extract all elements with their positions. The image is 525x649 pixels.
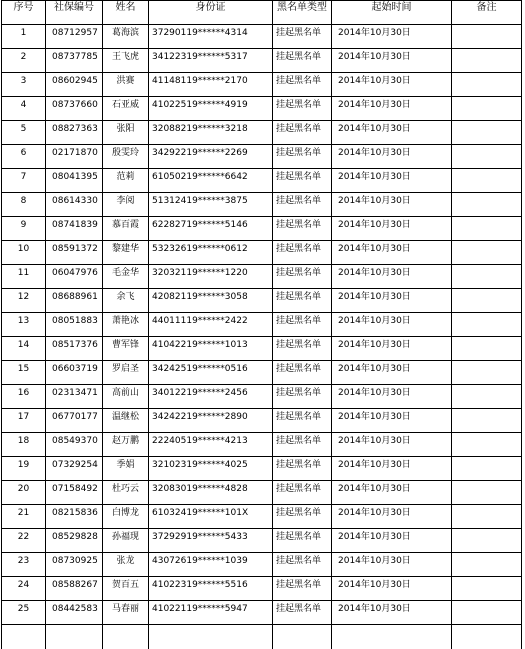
cell-code: 08529828 — [46, 529, 103, 553]
cell-index: 21 — [2, 505, 46, 529]
cell-name: 杜巧云 — [103, 481, 149, 505]
cell-index: 8 — [2, 193, 46, 217]
cell-name: 黎建华 — [103, 241, 149, 265]
cell-id: 44011119******2422 — [149, 313, 273, 337]
cell-id: 41022519******4919 — [149, 97, 273, 121]
cell-id: 41042219******1013 — [149, 337, 273, 361]
cell-index: 14 — [2, 337, 46, 361]
cell-type: 挂起黑名单 — [273, 289, 332, 313]
cell-note — [452, 121, 522, 145]
cell-code: 08614330 — [46, 193, 103, 217]
cell-type: 挂起黑名单 — [273, 457, 332, 481]
cell-type: 挂起黑名单 — [273, 385, 332, 409]
cell-note — [452, 241, 522, 265]
table-row — [2, 145, 522, 169]
cell-note — [452, 505, 522, 529]
table-row — [2, 25, 522, 49]
cell-name: 李阅 — [103, 193, 149, 217]
cell-note — [452, 25, 522, 49]
cell-type: 挂起黑名单 — [273, 217, 332, 241]
cell-note — [452, 481, 522, 505]
cell-id: 41022319******5516 — [149, 577, 273, 601]
cell-start: 2014年10月30日 — [332, 241, 452, 265]
cell-start: 2014年10月30日 — [332, 481, 452, 505]
cell-name: 温继松 — [103, 409, 149, 433]
cell-start: 2014年10月30日 — [332, 505, 452, 529]
cell-note — [452, 385, 522, 409]
cell-type: 挂起黑名单 — [273, 505, 332, 529]
table-row — [2, 97, 522, 121]
cell-code: 08051883 — [46, 313, 103, 337]
cell-code: 02313471 — [46, 385, 103, 409]
cell-note — [452, 409, 522, 433]
cell-id: 34242219******2890 — [149, 409, 273, 433]
cell-code: 08741839 — [46, 217, 103, 241]
cell-type: 挂起黑名单 — [273, 121, 332, 145]
cell-code: 08730925 — [46, 553, 103, 577]
table-row — [2, 49, 522, 73]
table-row — [2, 313, 522, 337]
cell-start: 2014年10月30日 — [332, 49, 452, 73]
table-row — [2, 337, 522, 361]
cell-index: 15 — [2, 361, 46, 385]
cell-id: 34012219******2456 — [149, 385, 273, 409]
cell-index: 3 — [2, 73, 46, 97]
cell-id: 42082119******3058 — [149, 289, 273, 313]
cell-start: 2014年10月30日 — [332, 601, 452, 625]
cell-name: 贺百五 — [103, 577, 149, 601]
cell-id: 34292219******2269 — [149, 145, 273, 169]
cell-note — [452, 577, 522, 601]
header-start: 起始时间 — [332, 1, 452, 25]
cell-start: 2014年10月30日 — [332, 193, 452, 217]
cell-index: 2 — [2, 49, 46, 73]
cell-code: 08737660 — [46, 97, 103, 121]
header-index: 序号 — [2, 1, 46, 25]
cell-note — [452, 169, 522, 193]
cell-id: 41148119******2170 — [149, 73, 273, 97]
table-row — [2, 481, 522, 505]
cell-type: 挂起黑名单 — [273, 433, 332, 457]
cell-start: 2014年10月30日 — [332, 577, 452, 601]
cell-code: 08549370 — [46, 433, 103, 457]
table-row — [2, 169, 522, 193]
cell-start: 2014年10月30日 — [332, 169, 452, 193]
cell-type: 挂起黑名单 — [273, 553, 332, 577]
table-row — [2, 553, 522, 577]
cell-id: 37292919******5433 — [149, 529, 273, 553]
cell-note — [452, 337, 522, 361]
cell-start: 2014年10月30日 — [332, 265, 452, 289]
cell-type: 挂起黑名单 — [273, 97, 332, 121]
cell-index: 18 — [2, 433, 46, 457]
cell-name: 石亚威 — [103, 97, 149, 121]
cell-start: 2014年10月30日 — [332, 337, 452, 361]
cell-code: 08041395 — [46, 169, 103, 193]
cell-type: 挂起黑名单 — [273, 577, 332, 601]
cell-id: 43072619******1039 — [149, 553, 273, 577]
cell-name: 毛金华 — [103, 265, 149, 289]
cell-name: 曹军锋 — [103, 337, 149, 361]
cell-start: 2014年10月30日 — [332, 121, 452, 145]
header-code: 社保编号 — [46, 1, 103, 25]
cell-index: 9 — [2, 217, 46, 241]
cell-name: 马春丽 — [103, 601, 149, 625]
cell-note — [452, 529, 522, 553]
cell-code: 08712957 — [46, 25, 103, 49]
cell-index: 20 — [2, 481, 46, 505]
cell-name: 殷雯玲 — [103, 145, 149, 169]
cell-start: 2014年10月30日 — [332, 529, 452, 553]
cell-index: 7 — [2, 169, 46, 193]
cell-start: 2014年10月30日 — [332, 457, 452, 481]
header-row — [2, 1, 522, 25]
cell-name: 张阳 — [103, 121, 149, 145]
table-row — [2, 121, 522, 145]
cell-name: 王飞虎 — [103, 49, 149, 73]
cell-note — [452, 553, 522, 577]
cell-index: 6 — [2, 145, 46, 169]
cell-id: 37290119******4314 — [149, 25, 273, 49]
cell-index: 23 — [2, 553, 46, 577]
cell-id: 34122319******5317 — [149, 49, 273, 73]
cell-index: 4 — [2, 97, 46, 121]
cell-type: 挂起黑名单 — [273, 193, 332, 217]
cell-type: 挂起黑名单 — [273, 313, 332, 337]
cell-code: 06047976 — [46, 265, 103, 289]
cell-name: 赵万鹏 — [103, 433, 149, 457]
table-row — [2, 265, 522, 289]
cell-start: 2014年10月30日 — [332, 217, 452, 241]
cell-index: 5 — [2, 121, 46, 145]
cell-code: 08588267 — [46, 577, 103, 601]
cell-note — [452, 73, 522, 97]
cell-code: 06603719 — [46, 361, 103, 385]
cell-start: 2014年10月30日 — [332, 145, 452, 169]
cell-note — [452, 49, 522, 73]
cell-id: 32083019******4828 — [149, 481, 273, 505]
cell-start: 2014年10月30日 — [332, 385, 452, 409]
cell-start: 2014年10月30日 — [332, 97, 452, 121]
cell-type: 挂起黑名单 — [273, 361, 332, 385]
cell-name: 白博龙 — [103, 505, 149, 529]
cell-code: 08442583 — [46, 601, 103, 625]
cell-note — [452, 457, 522, 481]
cell-start: 2014年10月30日 — [332, 553, 452, 577]
cell-id: 51312419******3875 — [149, 193, 273, 217]
cell-id: 22240519******4213 — [149, 433, 273, 457]
header-note: 备注 — [452, 1, 522, 25]
cell-note — [452, 313, 522, 337]
cell-name: 张龙 — [103, 553, 149, 577]
cell-note — [452, 601, 522, 625]
cell-id: 62282719******5146 — [149, 217, 273, 241]
cell-start: 2014年10月30日 — [332, 433, 452, 457]
cell-type: 挂起黑名单 — [273, 337, 332, 361]
cell-id: 61032419******101X — [149, 505, 273, 529]
cell-code: 08215836 — [46, 505, 103, 529]
cell-note — [452, 433, 522, 457]
cell-code: 08591372 — [46, 241, 103, 265]
table-row — [2, 217, 522, 241]
cell-type: 挂起黑名单 — [273, 601, 332, 625]
table-row — [2, 457, 522, 481]
cell-name: 高前山 — [103, 385, 149, 409]
cell-type: 挂起黑名单 — [273, 241, 332, 265]
cell-start: 2014年10月30日 — [332, 409, 452, 433]
cell-name: 余飞 — [103, 289, 149, 313]
cell-type: 挂起黑名单 — [273, 265, 332, 289]
cell-index: 22 — [2, 529, 46, 553]
table-row — [2, 601, 522, 625]
cell-index: 17 — [2, 409, 46, 433]
cell-code: 07158492 — [46, 481, 103, 505]
table-row — [2, 529, 522, 553]
cell-name: 罗启圣 — [103, 361, 149, 385]
blacklist-table — [1, 0, 522, 649]
cell-type: 挂起黑名单 — [273, 73, 332, 97]
cell-type: 挂起黑名单 — [273, 409, 332, 433]
table-row — [2, 577, 522, 601]
table-row — [2, 193, 522, 217]
cell-code: 08517376 — [46, 337, 103, 361]
cell-index: 25 — [2, 601, 46, 625]
cell-code: 08827363 — [46, 121, 103, 145]
cell-type: 挂起黑名单 — [273, 481, 332, 505]
cell-name: 慕百霞 — [103, 217, 149, 241]
table-row — [2, 241, 522, 265]
table-row — [2, 505, 522, 529]
cell-id: 32032119******1220 — [149, 265, 273, 289]
cell-id: 53232619******0612 — [149, 241, 273, 265]
cell-note — [452, 145, 522, 169]
header-id: 身份证 — [149, 1, 273, 25]
cell-index: 1 — [2, 25, 46, 49]
cell-index: 10 — [2, 241, 46, 265]
cell-note — [452, 97, 522, 121]
table-row — [2, 73, 522, 97]
cell-id: 41022119******5947 — [149, 601, 273, 625]
table-row — [2, 409, 522, 433]
cell-name: 萧艳冰 — [103, 313, 149, 337]
cell-index: 19 — [2, 457, 46, 481]
cell-note — [452, 193, 522, 217]
cell-name: 洪赛 — [103, 73, 149, 97]
cell-start: 2014年10月30日 — [332, 73, 452, 97]
cell-index: 24 — [2, 577, 46, 601]
cell-type: 挂起黑名单 — [273, 25, 332, 49]
table-row — [2, 361, 522, 385]
cell-name: 葛海滨 — [103, 25, 149, 49]
cell-code: 07329254 — [46, 457, 103, 481]
cell-index: 16 — [2, 385, 46, 409]
cell-code: 08602945 — [46, 73, 103, 97]
header-name: 姓名 — [103, 1, 149, 25]
cell-index: 11 — [2, 265, 46, 289]
cell-code: 06770177 — [46, 409, 103, 433]
cell-id: 32102319******4025 — [149, 457, 273, 481]
table-row — [2, 385, 522, 409]
cell-type: 挂起黑名单 — [273, 169, 332, 193]
cell-start: 2014年10月30日 — [332, 289, 452, 313]
table-row — [2, 433, 522, 457]
cell-code: 08737785 — [46, 49, 103, 73]
cell-start: 2014年10月30日 — [332, 361, 452, 385]
cell-type: 挂起黑名单 — [273, 529, 332, 553]
cell-note — [452, 361, 522, 385]
cell-index: 13 — [2, 313, 46, 337]
cell-name: 孙福现 — [103, 529, 149, 553]
cell-start: 2014年10月30日 — [332, 25, 452, 49]
cell-index: 12 — [2, 289, 46, 313]
cell-note — [452, 217, 522, 241]
cell-note — [452, 265, 522, 289]
header-type: 黑名单类型 — [273, 1, 332, 25]
cell-name: 季娟 — [103, 457, 149, 481]
cell-code: 08688961 — [46, 289, 103, 313]
cell-name: 范莉 — [103, 169, 149, 193]
cell-type: 挂起黑名单 — [273, 145, 332, 169]
cell-id: 61050219******6642 — [149, 169, 273, 193]
table-row — [2, 289, 522, 313]
cell-id: 34242519******0516 — [149, 361, 273, 385]
cell-note — [452, 289, 522, 313]
cell-id: 32088219******3218 — [149, 121, 273, 145]
cell-code: 02171870 — [46, 145, 103, 169]
cell-start: 2014年10月30日 — [332, 313, 452, 337]
cell-type: 挂起黑名单 — [273, 49, 332, 73]
